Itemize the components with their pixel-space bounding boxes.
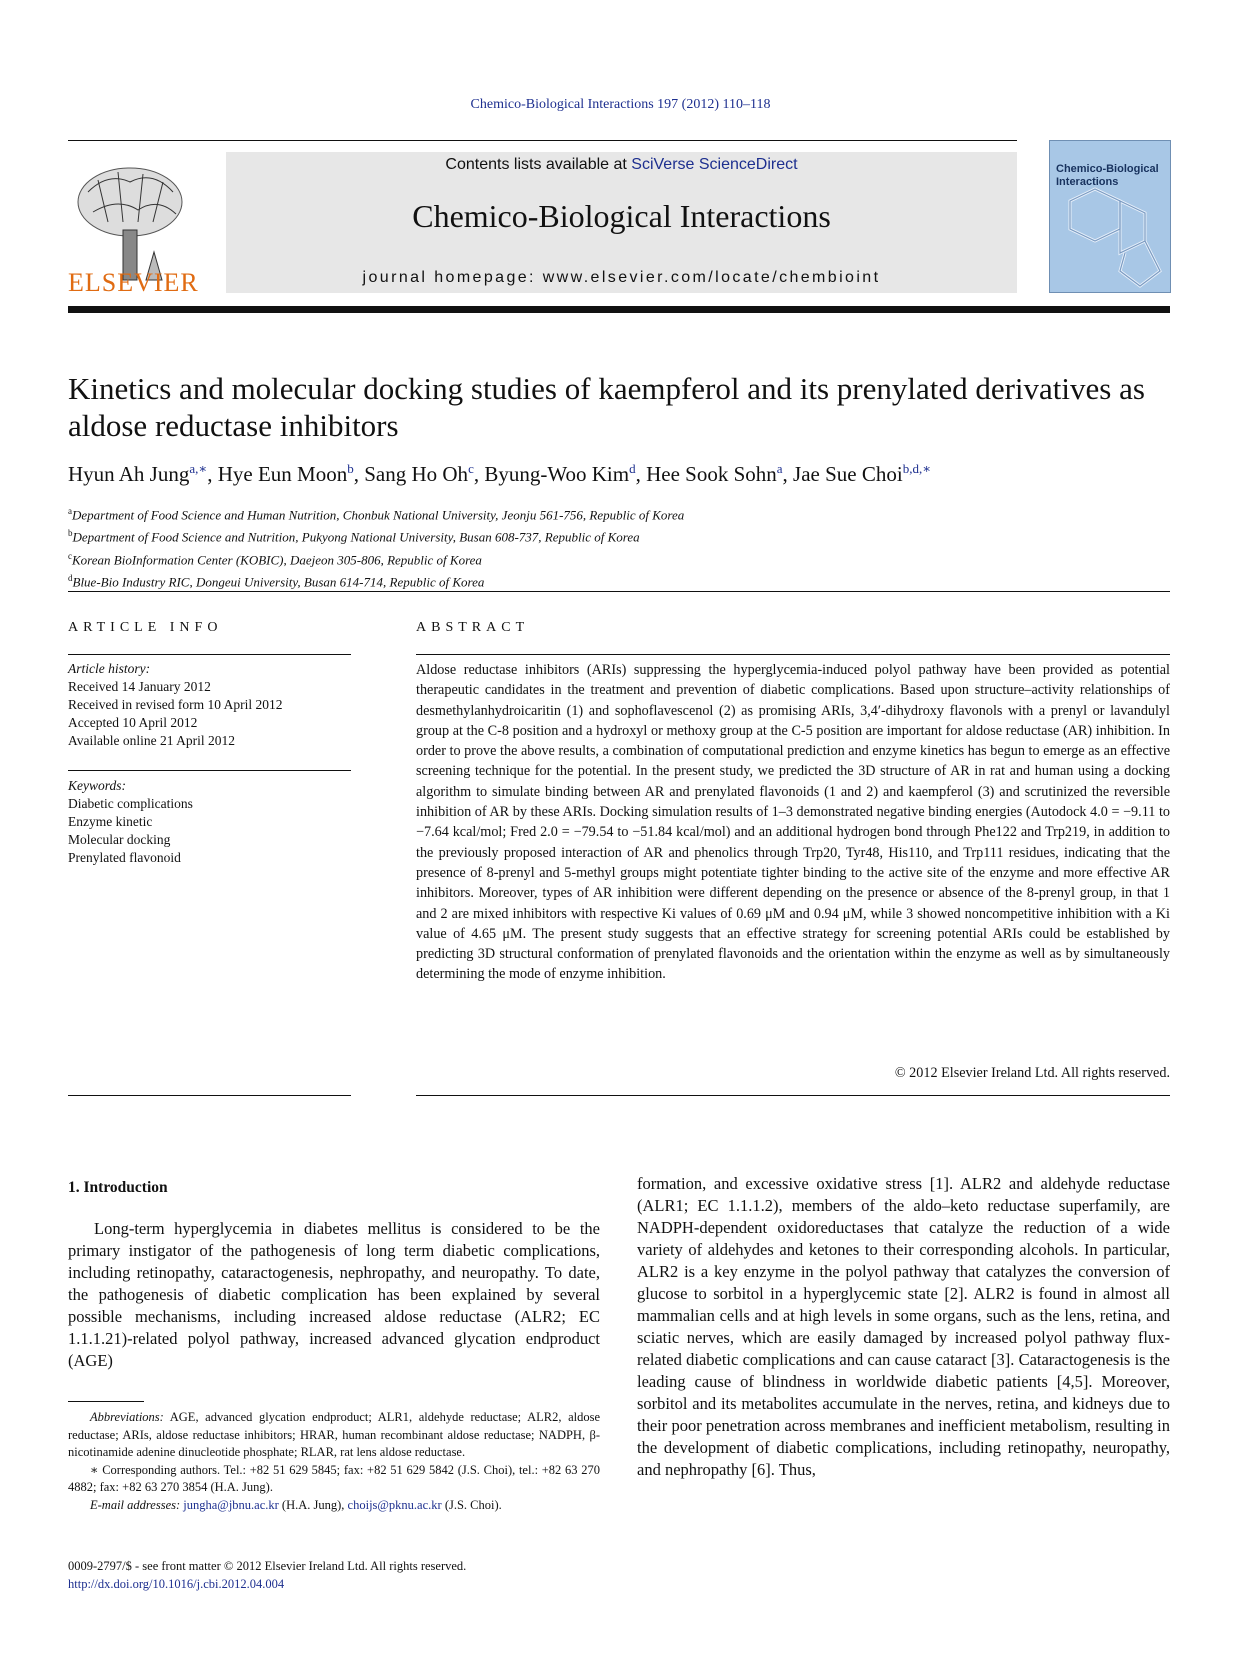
journal-cover-thumbnail	[1049, 140, 1171, 293]
abbreviations-footnote	[68, 1409, 600, 1462]
affiliation-text: Department of Food Science and Human Nutrition, Chonbuk National University, Jeonju 561-756, Republic of Korea	[72, 507, 685, 523]
email-link-jung[interactable]: jungha@jbnu.ac.kr	[183, 1497, 279, 1512]
footnote-rule	[68, 1401, 144, 1402]
email-footnote	[68, 1497, 600, 1515]
email-label: E-mail addresses:	[90, 1497, 181, 1512]
author-affiliation-marker[interactable]: d	[629, 461, 636, 476]
author-affiliation-marker[interactable]: a	[776, 461, 783, 476]
abstract-text: Aldose reductase inhibitors (ARIs) suppressing the hyperglycemia-induced polyol pathway have been provided as potential therapeutic candidates in the treatment and prevention of diabetic complications. Based upon structure–activity relationships of desmethylanhydroicaritin (1) and sophoflavescenol (2) as promising ARIs, 3,4′-dihydroxy flavonols with a prenyl or lavandulyl group at the C-8 position and a hydroxyl or methoxy group at the C-5 position are important for aldose reductase (AR) inhibition. In order to prove the above results, a combination of computational prediction and enzyme kinetics has begun to emerge as an effective screening technique for the potential. In the present study, we predicted the 3D structure of AR in rat and human using a docking algorithm to simulate binding between AR and prenylated flavonoids (1 and 2) and kaempferol (3) and scrutinized the reversible inhibition of AR by these ARIs. Docking simulation results of 1–3 demonstrated negative binding energies (Autodock 4.0 = −9.11 to −7.64 kcal/mol; Fred 2.0 = −79.54 to −51.84 kcal/mol) and an additional hydrogen bond through Phe122 and Trp219, in addition to the previously proposed interaction of AR and phenolics through Trp20, Tyr48, His110, and Trp111 residues, indicating that the presence of 8-prenyl and 5-methyl groups might potentiate tighter binding to the active site of the enzyme and more effective AR inhibitors. Moreover, types of AR inhibition were different depending on the presence or absence of the 8-prenyl group, in that 1 and 2 are mixed inhibitors with respective Ki values of 0.69 μM and 0.94 μM, while 3 showed noncompetitive inhibition with a Ki value of 4.65 μM. The present study suggests that an effective strategy for screening potential ARIs could be established by predicting 3D structural conformation of prenylated flavonoids and the orientation within the enzyme as well as by simultaneously determining the mode of enzyme inhibition.	[416, 662, 1170, 983]
sciencedirect-link[interactable]: SciVerse ScienceDirect	[631, 156, 798, 173]
abstract-heading: ABSTRACT	[416, 620, 530, 635]
affiliation-text: Blue-Bio Industry RIC, Dongeui University, Busan 614-714, Republic of Korea	[72, 574, 485, 590]
affiliation-key: d	[68, 572, 73, 583]
abbreviations-label: Abbreviations:	[90, 1410, 164, 1424]
article-title: Kinetics and molecular docking studies of kaempferol and its prenylated derivatives as aldose reductase inhibitors	[68, 371, 1145, 443]
keyword-item: Prenylated flavonoid	[68, 850, 181, 865]
author-list	[68, 461, 1168, 487]
elsevier-wordmark: ELSEVIER	[68, 268, 199, 297]
journal-homepage[interactable]: journal homepage: www.elsevier.com/locate/chembioint	[362, 269, 881, 286]
footnotes	[68, 1409, 600, 1514]
author-name: Jae Sue Choi	[793, 462, 903, 486]
affiliation-item	[68, 502, 1168, 524]
history-label: Article history:	[68, 661, 151, 676]
author-affiliation-marker[interactable]: a,∗	[189, 461, 208, 476]
section-heading-introduction: 1. Introduction	[68, 1179, 168, 1196]
author-affiliation-marker[interactable]: c	[468, 461, 474, 476]
email-link-choi[interactable]: choijs@pknu.ac.kr	[347, 1497, 442, 1512]
affiliation-item	[68, 547, 1168, 569]
journal-banner	[226, 152, 1017, 293]
journal-citation[interactable]: Chemico-Biological Interactions 197 (2012) 110–118	[470, 97, 771, 112]
affiliation-key: a	[68, 506, 72, 516]
affiliation-rule	[68, 591, 1170, 592]
keywords-rule	[68, 770, 351, 771]
affiliation-key: b	[68, 528, 73, 539]
abstract-rule	[416, 654, 1170, 655]
article-info-bottom-rule	[68, 1095, 351, 1096]
author-name: Byung-Woo Kim	[484, 462, 630, 486]
keywords-block	[68, 777, 351, 867]
author-affiliation-marker[interactable]: b	[347, 461, 354, 476]
article-history	[68, 660, 351, 750]
article-info-heading: ARTICLE INFO	[68, 620, 223, 635]
abstract-bottom-rule	[416, 1095, 1170, 1096]
journal-name: Chemico-Biological Interactions	[412, 198, 831, 234]
author-separator: ,	[207, 462, 218, 486]
article-info-rule	[68, 654, 351, 655]
contents-line	[226, 156, 1017, 174]
history-item: Accepted 10 April 2012	[68, 715, 198, 730]
keyword-item: Molecular docking	[68, 832, 171, 847]
front-matter-block	[68, 1557, 600, 1593]
email-owner: (H.A. Jung),	[278, 1497, 348, 1512]
abbreviations-text: AGE, advanced glycation endproduct; ALR1, aldehyde reductase; ALR2, aldose reductase; ARIs, aldose reductase inhibitors; HRAR, human recombinant aldose reductase; NADPH, β-nicotinamide adenine dinucleotide phosphate; RLAR, rat lens aldose reductase.	[68, 1410, 600, 1459]
doi-link[interactable]: http://dx.doi.org/10.1016/j.cbi.2012.04.004	[68, 1577, 285, 1591]
keyword-item: Enzyme kinetic	[68, 814, 153, 829]
corresponding-footnote: ∗ Corresponding authors. Tel.: +82 51 629 5845; fax: +82 51 629 5842 (J.S. Choi), tel.: +82 63 270 4882; fax: +82 63 270 3854 (H.A. Jung).	[68, 1462, 600, 1494]
history-item: Received in revised form 10 April 2012	[68, 697, 283, 712]
header-rule	[68, 140, 1017, 141]
affiliation-text: Department of Food Science and Nutrition, Pukyong National University, Busan 608-737, Republic of Korea	[72, 529, 640, 545]
history-item: Available online 21 April 2012	[68, 733, 235, 748]
author-affiliation-marker[interactable]: b,d,∗	[902, 461, 932, 476]
cover-title: Chemico-Biological Interactions	[1056, 163, 1159, 188]
author-separator: ,	[353, 462, 365, 486]
author-name: Hee Sook Sohn	[646, 462, 777, 486]
keywords-label: Keywords:	[68, 778, 126, 793]
author-separator: ,	[473, 462, 485, 486]
affiliation-text: Korean BioInformation Center (KOBIC), Daejeon 305-806, Republic of Korea	[72, 551, 482, 567]
contents-prefix: Contents lists available at	[445, 156, 632, 173]
author-name: Hyun Ah Jung	[68, 462, 190, 486]
history-item: Received 14 January 2012	[68, 679, 211, 694]
author-separator: ,	[782, 462, 794, 486]
affiliation-item	[68, 569, 1168, 591]
affiliation-key: c	[68, 550, 72, 561]
intro-paragraph-left: Long-term hyperglycemia in diabetes mellitus is considered to be the primary instigator of the pathogenesis of long term diabetic complications, including retinopathy, cataractogenesis, nephropathy, and neuropathy. To date, the pathogenesis of diabetic complication has been explained by several possible mechanisms, including increased aldose reductase (ALR2; EC 1.1.1.21)-related polyol pathway, increased advanced glycation endproduct (AGE)	[68, 1219, 600, 1370]
masthead-thick-rule	[68, 306, 1170, 313]
affiliation-item	[68, 524, 1168, 546]
intro-paragraph-right: formation, and excessive oxidative stress [1]. ALR2 and aldehyde reductase (ALR1; EC 1.1.1.2), members of the aldo–keto reductase superfamily, are NADPH-dependent oxidoreductases that catalyze the reduction of a wide variety of aldehydes and ketones to their corresponding alcohols. In particular, ALR2 is a key enzyme in the polyol pathway that catalyzes the conversion of glucose to sorbitol in a hyperglycemic state [2]. ALR2 is found in almost all mammalian cells and at high levels in some organs, such as the lens, retina, and sciatic nerves, which are easily damaged by increased polyol pathway flux-related diabetic complications and can cause cataract [3]. Cataractogenesis is the leading cause of blindness in worldwide diabetic patients [4,5]. Moreover, sorbitol and its metabolites accumulate in the nerves, retina, and kidneys due to their poor penetration across membranes and inefficient metabolism, resulting in the development of diabetic complications, including retinopathy, neuropathy, and nephropathy [6]. Thus,	[637, 1174, 1170, 1479]
author-name: Hye Eun Moon	[217, 462, 348, 486]
keyword-item: Diabetic complications	[68, 796, 193, 811]
author-separator: ,	[635, 462, 647, 486]
author-name: Sang Ho Oh	[364, 462, 469, 486]
affiliation-list	[68, 502, 1168, 591]
email-owner: (J.S. Choi).	[441, 1497, 502, 1512]
front-matter-line: 0009-2797/$ - see front matter © 2012 Elsevier Ireland Ltd. All rights reserved.	[68, 1559, 467, 1573]
abstract-copyright: © 2012 Elsevier Ireland Ltd. All rights reserved.	[894, 1065, 1170, 1081]
